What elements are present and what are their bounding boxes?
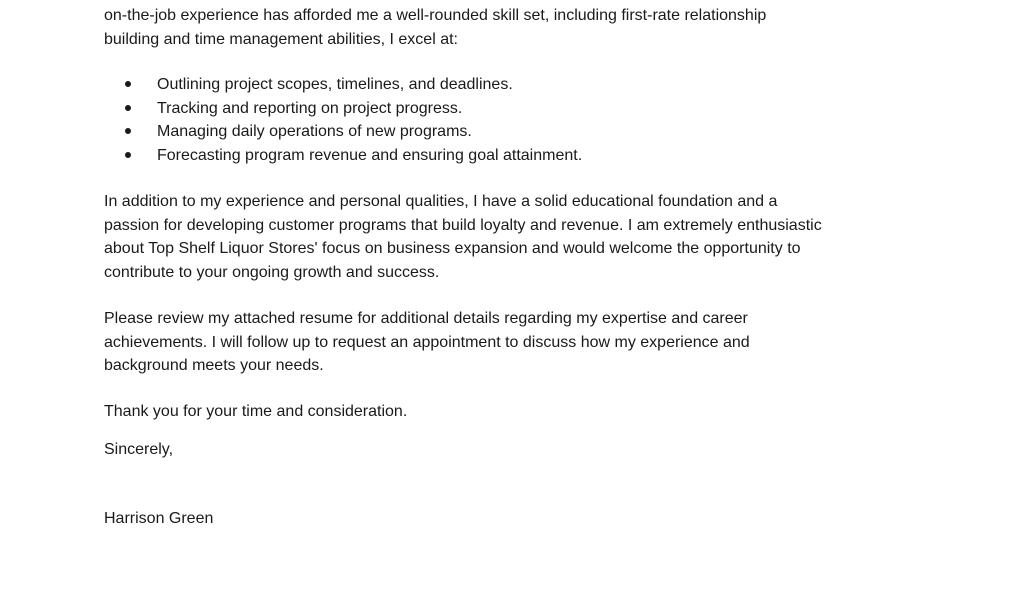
education-line: contribute to your ongoing growth and success. [104,263,440,281]
education-line: passion for developing customer programs that build loyalty and revenue. I am extremely enthusiastic [104,216,822,234]
bullet-icon [125,81,131,87]
intro-paragraph [104,4,934,51]
resume-line: Please review my attached resume for additional details regarding my expertise and career [104,310,748,327]
skill-bullet-item [104,97,582,121]
skill-text: Outlining project scopes, timelines, and deadlines. [157,76,513,93]
resume-line: achievements. I will follow up to request an appointment to discuss how my experience and [104,333,750,351]
intro-line: on-the-job experience has afforded me a well-rounded skill set, including first-rate relationship [104,7,767,24]
skills-bullet-list [104,73,582,167]
bullet-icon [125,128,131,134]
education-line: In addition to my experience and personal qualities, I have a solid educational foundation and a [104,193,778,210]
skill-bullet-item [104,73,582,97]
bullet-icon [125,152,131,158]
skill-text: Forecasting program revenue and ensuring goal attainment. [157,146,583,164]
thanks-line: Thank you for your time and consideration. [104,403,408,420]
skill-text: Managing daily operations of new programs. [157,123,472,140]
skill-text: Tracking and reporting on project progress. [157,99,463,117]
resume-paragraph [104,307,934,378]
skill-bullet-item [104,120,582,144]
education-paragraph [104,190,934,284]
education-line: about Top Shelf Liquor Stores' focus on business expansion and would welcome the opportunity to [104,240,801,257]
closing-line: Sincerely, [104,441,174,458]
signature-name: Harrison Green [104,510,214,527]
resume-line: background meets your needs. [104,357,324,374]
intro-line: building and time management abilities, I excel at: [104,30,458,48]
skill-bullet-item [104,144,582,168]
bullet-icon [125,105,131,111]
